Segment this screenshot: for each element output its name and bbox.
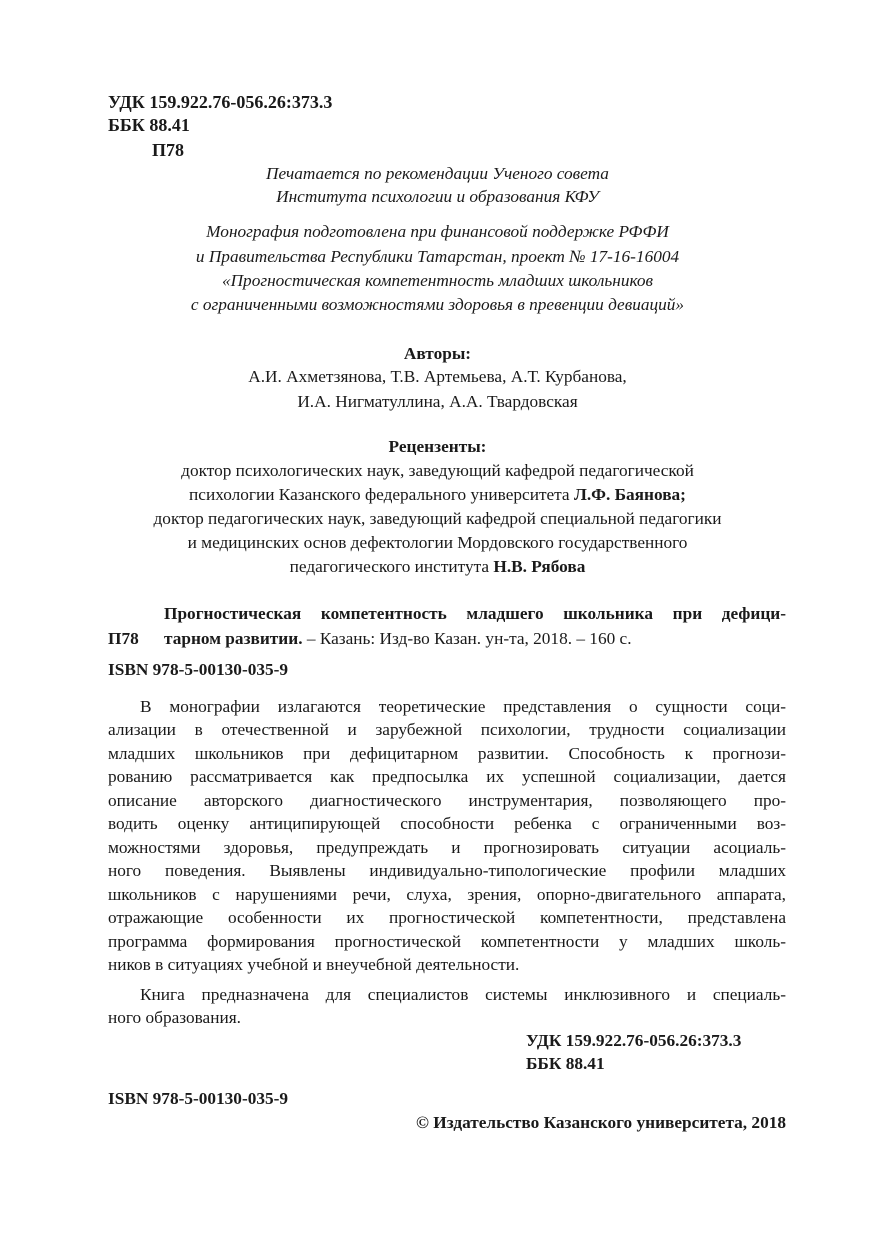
footer-udk-code: УДК 159.922.76-056.26:373.3 [526, 1031, 742, 1050]
reviewer-1-line-1: доктор психологических наук, заведующий кафедрой педагогической [181, 461, 694, 480]
abstract-line-2: ализации в отечественной и зарубежной психологии, трудности социализации [108, 720, 786, 739]
reviewer-1-line-2 [0, 483, 875, 506]
abstract-line-4: рованию рассматривается как предпосылка их успешной социализации, дается [108, 767, 786, 786]
authors-line-2: И.А. Нигматуллина, А.А. Твардовская [297, 392, 578, 411]
bbk-code: ББК 88.41 [108, 115, 190, 135]
footer-isbn: ISBN 978-5-00130-035-9 [108, 1089, 289, 1108]
biblio-author-mark: П78 [108, 629, 139, 648]
copyright: © Издательство Казанского университета, 2018 [416, 1113, 786, 1132]
biblio-isbn: ISBN 978-5-00130-035-9 [108, 660, 289, 679]
reviewer-2-line-1: доктор педагогических наук, заведующий кафедрой специальной педагогики [153, 509, 722, 528]
authors-line-1: А.И. Ахметзянова, Т.В. Артемьева, А.Т. Курбанова, [248, 367, 627, 386]
funding-line-3: «Прогностическая компетентность младших школьников [221, 271, 654, 290]
biblio-title-end: тарном развитии. [164, 629, 303, 648]
abstract-line-12: ников в ситуациях учебной и внеучебной деятельности. [108, 955, 520, 974]
reviewers-heading: Рецензенты: [388, 437, 487, 456]
audience-line-1: Книга предназначена для специалистов системы инклюзивного и специаль- [140, 985, 786, 1004]
audience-line-2: ного образования. [108, 1008, 241, 1027]
abstract-line-8: ного поведения. Выявлены индивидуально-типологические профили младших [108, 861, 786, 880]
biblio-imprint: – Казань: Изд-во Казан. ун-та, 2018. – 160 с. [302, 629, 632, 648]
authors-heading: Авторы: [403, 344, 472, 363]
reviewer-2-name: Н.В. Рябова [493, 557, 586, 576]
abstract-line-5: описание авторского диагностического инструментария, позволяющего про- [108, 791, 786, 810]
biblio-title-line-2 [164, 627, 632, 650]
author-mark: П78 [152, 140, 185, 160]
funding-line-4: с ограниченными возможностями здоровья в превенции девиаций» [190, 295, 685, 314]
reviewer-1-affiliation: психологии Казанского федерального университета [189, 485, 570, 504]
reviewer-2-affiliation: педагогического института [289, 557, 490, 576]
abstract-line-10: отражающие особенности их прогностической компетентности, представлена [108, 908, 786, 927]
abstract-line-11: программа формирования прогностической компетентности у младших школь- [108, 932, 786, 951]
abstract-line-9: школьников с нарушениями речи, слуха, зрения, опорно-двигательного аппарата, [108, 885, 786, 904]
abstract-line-3: младших школьников при дефицитарном развитии. Способность к прогнози- [108, 744, 786, 763]
footer-bbk-code: ББК 88.41 [526, 1054, 605, 1073]
biblio-title-line-1: Прогностическая компетентность младшего школьника при дефици- [164, 604, 786, 623]
abstract-line-7: можностями здоровья, предупреждать и прогнозировать ситуации асоциаль- [108, 838, 786, 857]
recommendation-line-1: Печатается по рекомендации Ученого совета [266, 164, 609, 183]
abstract-line-6: водить оценку антиципирующей способности ребенка с ограниченными воз- [108, 814, 786, 833]
reviewer-1-name: Л.Ф. Баянова; [573, 485, 686, 504]
recommendation-line-2: Института психологии и образования КФУ [276, 187, 599, 206]
funding-line-1: Монография подготовлена при финансовой поддержке РФФИ [206, 222, 669, 241]
reviewer-2-line-3 [0, 555, 875, 578]
funding-line-2: и Правительства Республики Татарстан, проект № 17-16-16004 [195, 247, 680, 266]
abstract-line-1: В монографии излагаются теоретические представления о сущности соци- [140, 697, 786, 716]
udk-code: УДК 159.922.76-056.26:373.3 [108, 92, 333, 112]
reviewer-2-line-2: и медицинских основ дефектологии Мордовского государственного [187, 533, 688, 552]
